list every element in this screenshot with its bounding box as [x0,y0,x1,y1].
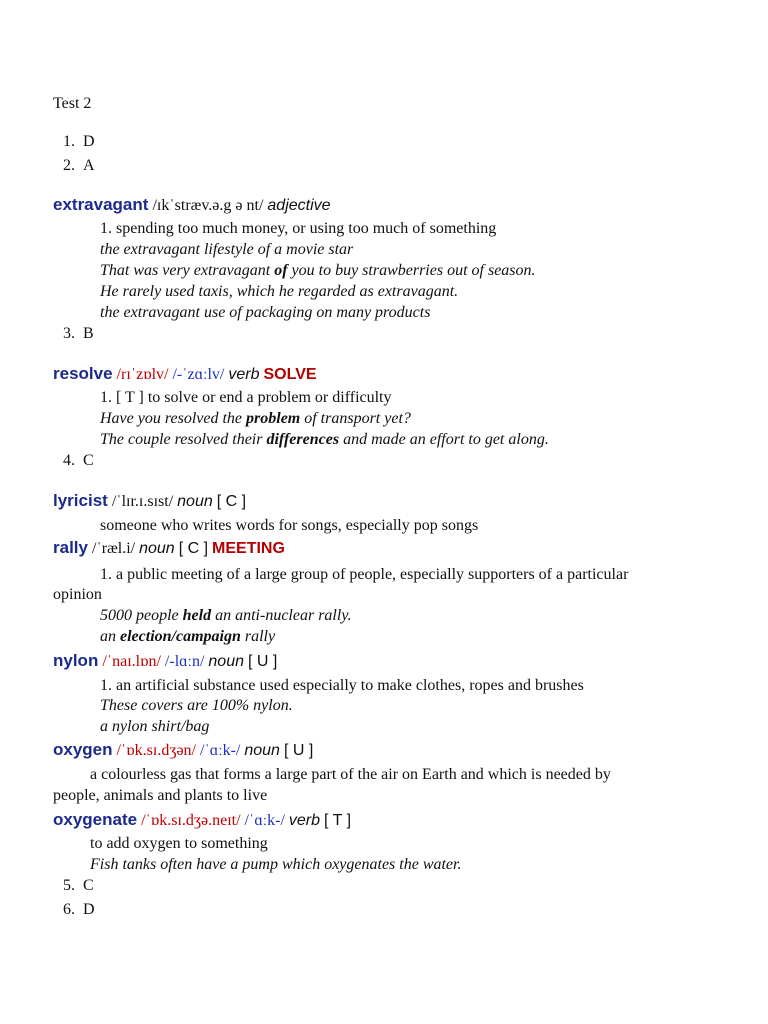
grammar-code: [ T ] [324,812,352,829]
example [100,606,352,626]
example-text: rally [240,628,276,645]
guide-word: SOLVE [263,366,317,383]
definition: 1. spending too much money, or using too much of something [100,220,497,237]
example: the extravagant use of packaging on many products [100,304,431,321]
part-of-speech: adjective [267,197,331,214]
definition: someone who writes words for songs, especially pop songs [100,517,479,534]
pronunciation-uk: /ˈɒk.sɪ.dʒə.neɪt/ [141,812,241,829]
example [100,261,536,281]
pronunciation-us: /-ˈzɑːlv/ [172,366,225,383]
definition: 1. a public meeting of a large group of people, especially supporters of a particular [100,566,629,583]
example [100,430,549,450]
entry-header-resolve [53,364,317,385]
example-text: an [100,628,120,645]
definition: a colourless gas that forms a large part of the air on Earth and which is needed by [90,766,611,783]
entry-header-nylon [53,651,277,672]
answer-letter: C [83,452,94,469]
definition: 1. [ T ] to solve or end a problem or difficulty [100,389,392,406]
guide-word: MEETING [212,540,285,557]
example-text: The couple resolved their [100,431,267,448]
grammar-code: [ C ] [178,540,209,557]
answer-number: 1. [63,133,75,150]
example-text: you to buy strawberries out of season. [287,262,536,279]
headword: resolve [53,364,113,383]
example-emphasis: differences [266,431,340,448]
grammar-code: [ U ] [248,653,278,670]
pronunciation-uk: /rɪˈzɒlv/ [116,366,169,383]
example-text: an anti-nuclear rally. [211,607,352,624]
headword: nylon [53,651,99,670]
definition-continued: opinion [53,586,102,603]
answer-letter: D [83,133,95,150]
pronunciation-us: /ˈɑːk-/ [244,812,285,829]
part-of-speech: noun [177,493,213,510]
answer-number: 3. [63,325,75,342]
pronunciation-us: /ˈɑːk-/ [200,742,241,759]
grammar-code: [ U ] [283,742,314,759]
pronunciation: /ɪkˈstræv.ə.g ə nt/ [152,197,264,214]
answer-item-2 [53,156,95,176]
grammar-code: [ C ] [216,493,247,510]
entry-header-rally [53,538,285,559]
answer-letter: B [83,325,94,342]
part-of-speech: verb [228,366,260,383]
answer-item-4 [53,451,94,471]
example-text: of transport yet? [300,410,411,427]
definition: to add oxygen to something [90,835,268,852]
pronunciation: /ˈræl.i/ [91,540,136,557]
definition: 1. an artificial substance used especially to make clothes, ropes and brushes [100,677,584,694]
answer-letter: D [83,901,95,918]
example-text: Have you resolved the [100,410,247,427]
example [100,409,411,429]
answer-letter: C [83,877,94,894]
entry-header-oxygenate [53,810,351,831]
part-of-speech: noun [139,540,175,557]
pronunciation-uk: /ˈnaɪ.lɒn/ [102,653,161,670]
answer-item-6 [53,900,95,920]
answer-item-5 [53,876,94,896]
entry-header-oxygen [53,740,313,761]
page-title: Test 2 [53,95,92,112]
entry-header-extravagant [53,195,331,216]
example [100,627,275,647]
example-text: 5000 people [100,607,183,624]
example-text: and made an effort to get along. [339,431,549,448]
part-of-speech: noun [244,742,280,759]
example: Fish tanks often have a pump which oxygenates the water. [90,856,462,873]
headword: rally [53,538,88,557]
headword: lyricist [53,491,108,510]
example-emphasis: election/campaign [120,628,241,645]
answer-item-1 [53,132,95,152]
example: He rarely used taxis, which he regarded as extravagant. [100,283,459,300]
answer-number: 5. [63,877,75,894]
example-emphasis: held [182,607,212,624]
answer-letter: A [83,157,95,174]
definition-continued: people, animals and plants to live [53,787,268,804]
example: a nylon shirt/bag [100,718,210,735]
part-of-speech: noun [208,653,244,670]
headword: oxygenate [53,810,138,829]
answer-number: 2. [63,157,75,174]
pronunciation-uk: /ˈɒk.sɪ.dʒən/ [116,742,196,759]
example: the extravagant lifestyle of a movie star [100,241,354,258]
example-emphasis: of [274,262,288,279]
part-of-speech: verb [288,812,321,829]
entry-header-lyricist [53,491,246,512]
answer-number: 6. [63,901,75,918]
answer-number: 4. [63,452,75,469]
pronunciation-us: /-lɑːn/ [164,653,205,670]
example-text: That was very extravagant [100,262,275,279]
example: These covers are 100% nylon. [100,697,293,714]
example-emphasis: problem [246,410,301,427]
headword: oxygen [53,740,113,759]
answer-item-3 [53,324,94,344]
headword: extravagant [53,195,149,214]
pronunciation: /ˈlɪr.ɪ.sɪst/ [111,493,174,510]
